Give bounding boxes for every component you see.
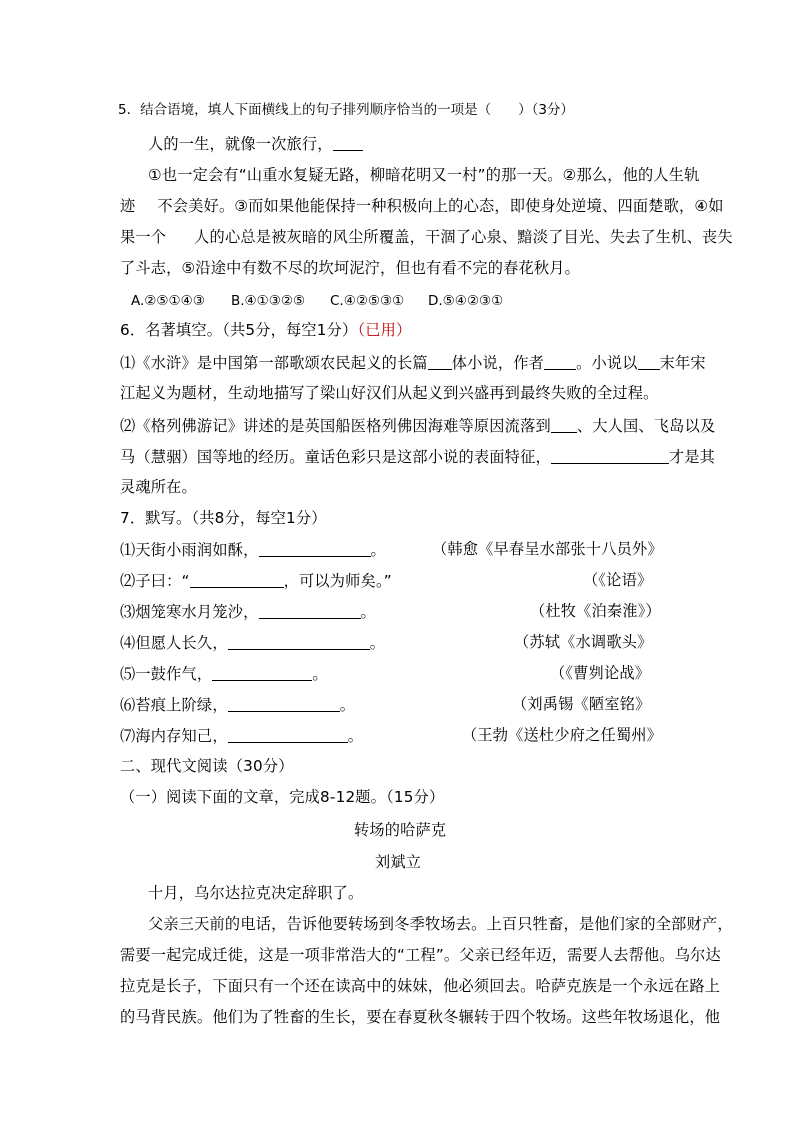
q7-source-5: （《曹刿论战》 bbox=[550, 664, 651, 682]
q7-source-2: （《论语》 bbox=[583, 571, 653, 589]
q6-s2a: ⑵《格列佛游记》讲述的是英国船医格列佛因海难等原因流落到 bbox=[120, 417, 551, 435]
q5-stem: 5．结合语境，填人下面横线上的句子排列顺序恰当的一项是（ ）（3分） bbox=[118, 102, 574, 118]
q5-lead-blank[interactable] bbox=[333, 136, 363, 151]
q5-lead bbox=[148, 136, 363, 152]
q7-item-4-end: 。 bbox=[369, 634, 386, 652]
q7-blank-6[interactable] bbox=[228, 697, 340, 712]
q7-item-2-text: ⑵子曰：“ bbox=[120, 572, 190, 590]
q5-line2a: 迹 bbox=[120, 197, 136, 215]
q7-item-6-end: 。 bbox=[339, 696, 356, 714]
q6-item1-line2: 江起义为题材，生动地描写了梁山好汉们从起义到兴盛再到最终失败的全过程。 bbox=[120, 384, 659, 402]
q7-source-6: （刘禹锡《陋室铭》 bbox=[512, 695, 651, 713]
q7-blank-2[interactable] bbox=[190, 573, 284, 588]
q6-stem-text: 6．名著填空。（共5分，每空1分） bbox=[120, 321, 358, 339]
q6-blank-3[interactable] bbox=[638, 355, 660, 370]
article-title: 转场的哈萨克 bbox=[354, 821, 447, 839]
q7-item-1 bbox=[120, 542, 386, 558]
q5-line2b: 不会美好。③而如果他能保持一种积极向上的心态，即使身处逆境、四面楚歌，④如 bbox=[157, 197, 724, 215]
q5-option-b[interactable]: B.④①③②⑤ bbox=[231, 293, 306, 309]
q6-s2b: 、大人国、飞岛以及 bbox=[576, 417, 716, 435]
q7-source-7: （王勃《送杜少府之任蜀州》 bbox=[462, 726, 663, 744]
q7-item-1-end: 。 bbox=[370, 541, 386, 559]
q6-blank-4[interactable] bbox=[551, 418, 577, 433]
q6-s1b: 体小说，作者 bbox=[451, 354, 545, 372]
article-para-2-line-2: 需要一起完成迁徙，这是一项非常浩大的“工程”。父亲已经年迈，需要人去帮他。乌尔达 bbox=[120, 946, 721, 964]
q6-item2-line2 bbox=[120, 449, 715, 465]
article-para-2-line-3: 拉克是长子，下面只有一个还在读高中的妹妹，他必须回去。哈萨克族是一个永远在路上 bbox=[120, 977, 721, 995]
q5-line3b: 人的心总是被灰暗的风尘所覆盖，干涸了心泉、黯淡了目光、失去了生机、丧失 bbox=[194, 228, 733, 246]
q7-item-3-text: ⑶烟笼寒水月笼沙， bbox=[120, 603, 259, 621]
q7-item-6 bbox=[120, 697, 355, 713]
q5-line4: 了斗志，⑤沿途中有数不尽的坎坷泥泞，但也有看不完的春花秋月。 bbox=[120, 259, 581, 277]
q7-blank-4[interactable] bbox=[228, 635, 370, 650]
q6-blank-2[interactable] bbox=[544, 355, 576, 370]
q6-item2-line3: 灵魂所在。 bbox=[120, 478, 197, 496]
q6-used-tag: （已用） bbox=[357, 321, 412, 339]
q7-item-7-text: ⑺海内存知己， bbox=[120, 727, 228, 745]
q7-blank-3[interactable] bbox=[259, 604, 361, 619]
q7-item-4-text: ⑷但愿人长久， bbox=[120, 634, 228, 652]
q7-item-3-end: 。 bbox=[360, 603, 376, 621]
q7-item-1-text: ⑴天街小雨润如酥， bbox=[120, 541, 259, 559]
article-para-2-line-1: 父亲三天前的电话，告诉他要转场到冬季牧场去。上百只牲畜，是他们家的全部财产， bbox=[148, 915, 733, 933]
q7-item-2 bbox=[120, 573, 392, 589]
q7-item-5 bbox=[120, 666, 328, 682]
q5-lead-text: 人的一生，就像一次旅行， bbox=[148, 135, 333, 153]
q7-item-7 bbox=[120, 728, 363, 744]
q6-item1-line1 bbox=[120, 355, 706, 371]
q6-blank-1[interactable] bbox=[428, 355, 452, 370]
q6-s2c: 马（慧骃）国等地的经历。童话色彩只是这部小说的表面特征， bbox=[120, 448, 551, 466]
q5-option-c[interactable]: C.④②⑤③① bbox=[330, 293, 405, 309]
part2-subheading: （一）阅读下面的文章，完成8-12题。（15分） bbox=[120, 788, 445, 806]
q5-option-a[interactable]: A.②⑤①④③ bbox=[131, 293, 205, 309]
q5-line3 bbox=[120, 230, 733, 245]
article-para-1: 十月，乌尔达拉克决定辞职了。 bbox=[148, 884, 364, 902]
part2-heading: 二、现代文阅读（30分） bbox=[120, 757, 294, 775]
q7-source-4: （苏轼《水调歌头》 bbox=[514, 633, 653, 651]
q5-line1: ①也一定会有“山重水复疑无路，柳暗花明又一村”的那一天。②那么，他的人生轨 bbox=[148, 166, 700, 184]
q6-blank-5[interactable] bbox=[551, 449, 669, 464]
q6-s2d: 才是其 bbox=[668, 448, 716, 466]
article-para-2-line-4: 的马背民族。他们为了牲畜的生长，要在春夏秋冬辗转于四个牧场。这些年牧场退化，他 bbox=[120, 1008, 721, 1026]
q7-source-3: （杜牧《泊秦淮》） bbox=[530, 602, 661, 620]
q6-item2-line1 bbox=[120, 418, 715, 434]
article-author: 刘斌立 bbox=[375, 853, 422, 871]
q7-blank-5[interactable] bbox=[212, 666, 312, 681]
q7-item-5-text: ⑸一鼓作气， bbox=[120, 665, 213, 683]
q7-stem: 7．默写。（共8分，每空1分） bbox=[120, 509, 327, 527]
q6-stem bbox=[120, 323, 411, 338]
q5-line3a: 果一个 bbox=[120, 228, 167, 246]
q6-s1a: ⑴《水浒》是中国第一部歌颂农民起义的长篇 bbox=[120, 354, 428, 372]
q7-source-1: （韩愈《早春呈水部张十八员外》 bbox=[432, 540, 663, 558]
q5-line2 bbox=[120, 199, 724, 214]
q7-blank-7[interactable] bbox=[228, 728, 348, 743]
q7-item-7-end: 。 bbox=[347, 727, 364, 745]
q7-item-5-end: 。 bbox=[312, 665, 328, 683]
q7-item-3 bbox=[120, 604, 376, 620]
q7-item-6-text: ⑹苔痕上阶绿， bbox=[120, 696, 228, 714]
q7-item-2-end: ，可以为师矣。” bbox=[283, 572, 392, 590]
q6-s1c: 。小说以 bbox=[576, 354, 638, 372]
q5-option-d[interactable]: D.⑤④②③① bbox=[428, 293, 504, 309]
q7-blank-1[interactable] bbox=[259, 542, 371, 557]
q7-item-4 bbox=[120, 635, 385, 651]
q6-s1d: 末年宋 bbox=[659, 354, 706, 372]
